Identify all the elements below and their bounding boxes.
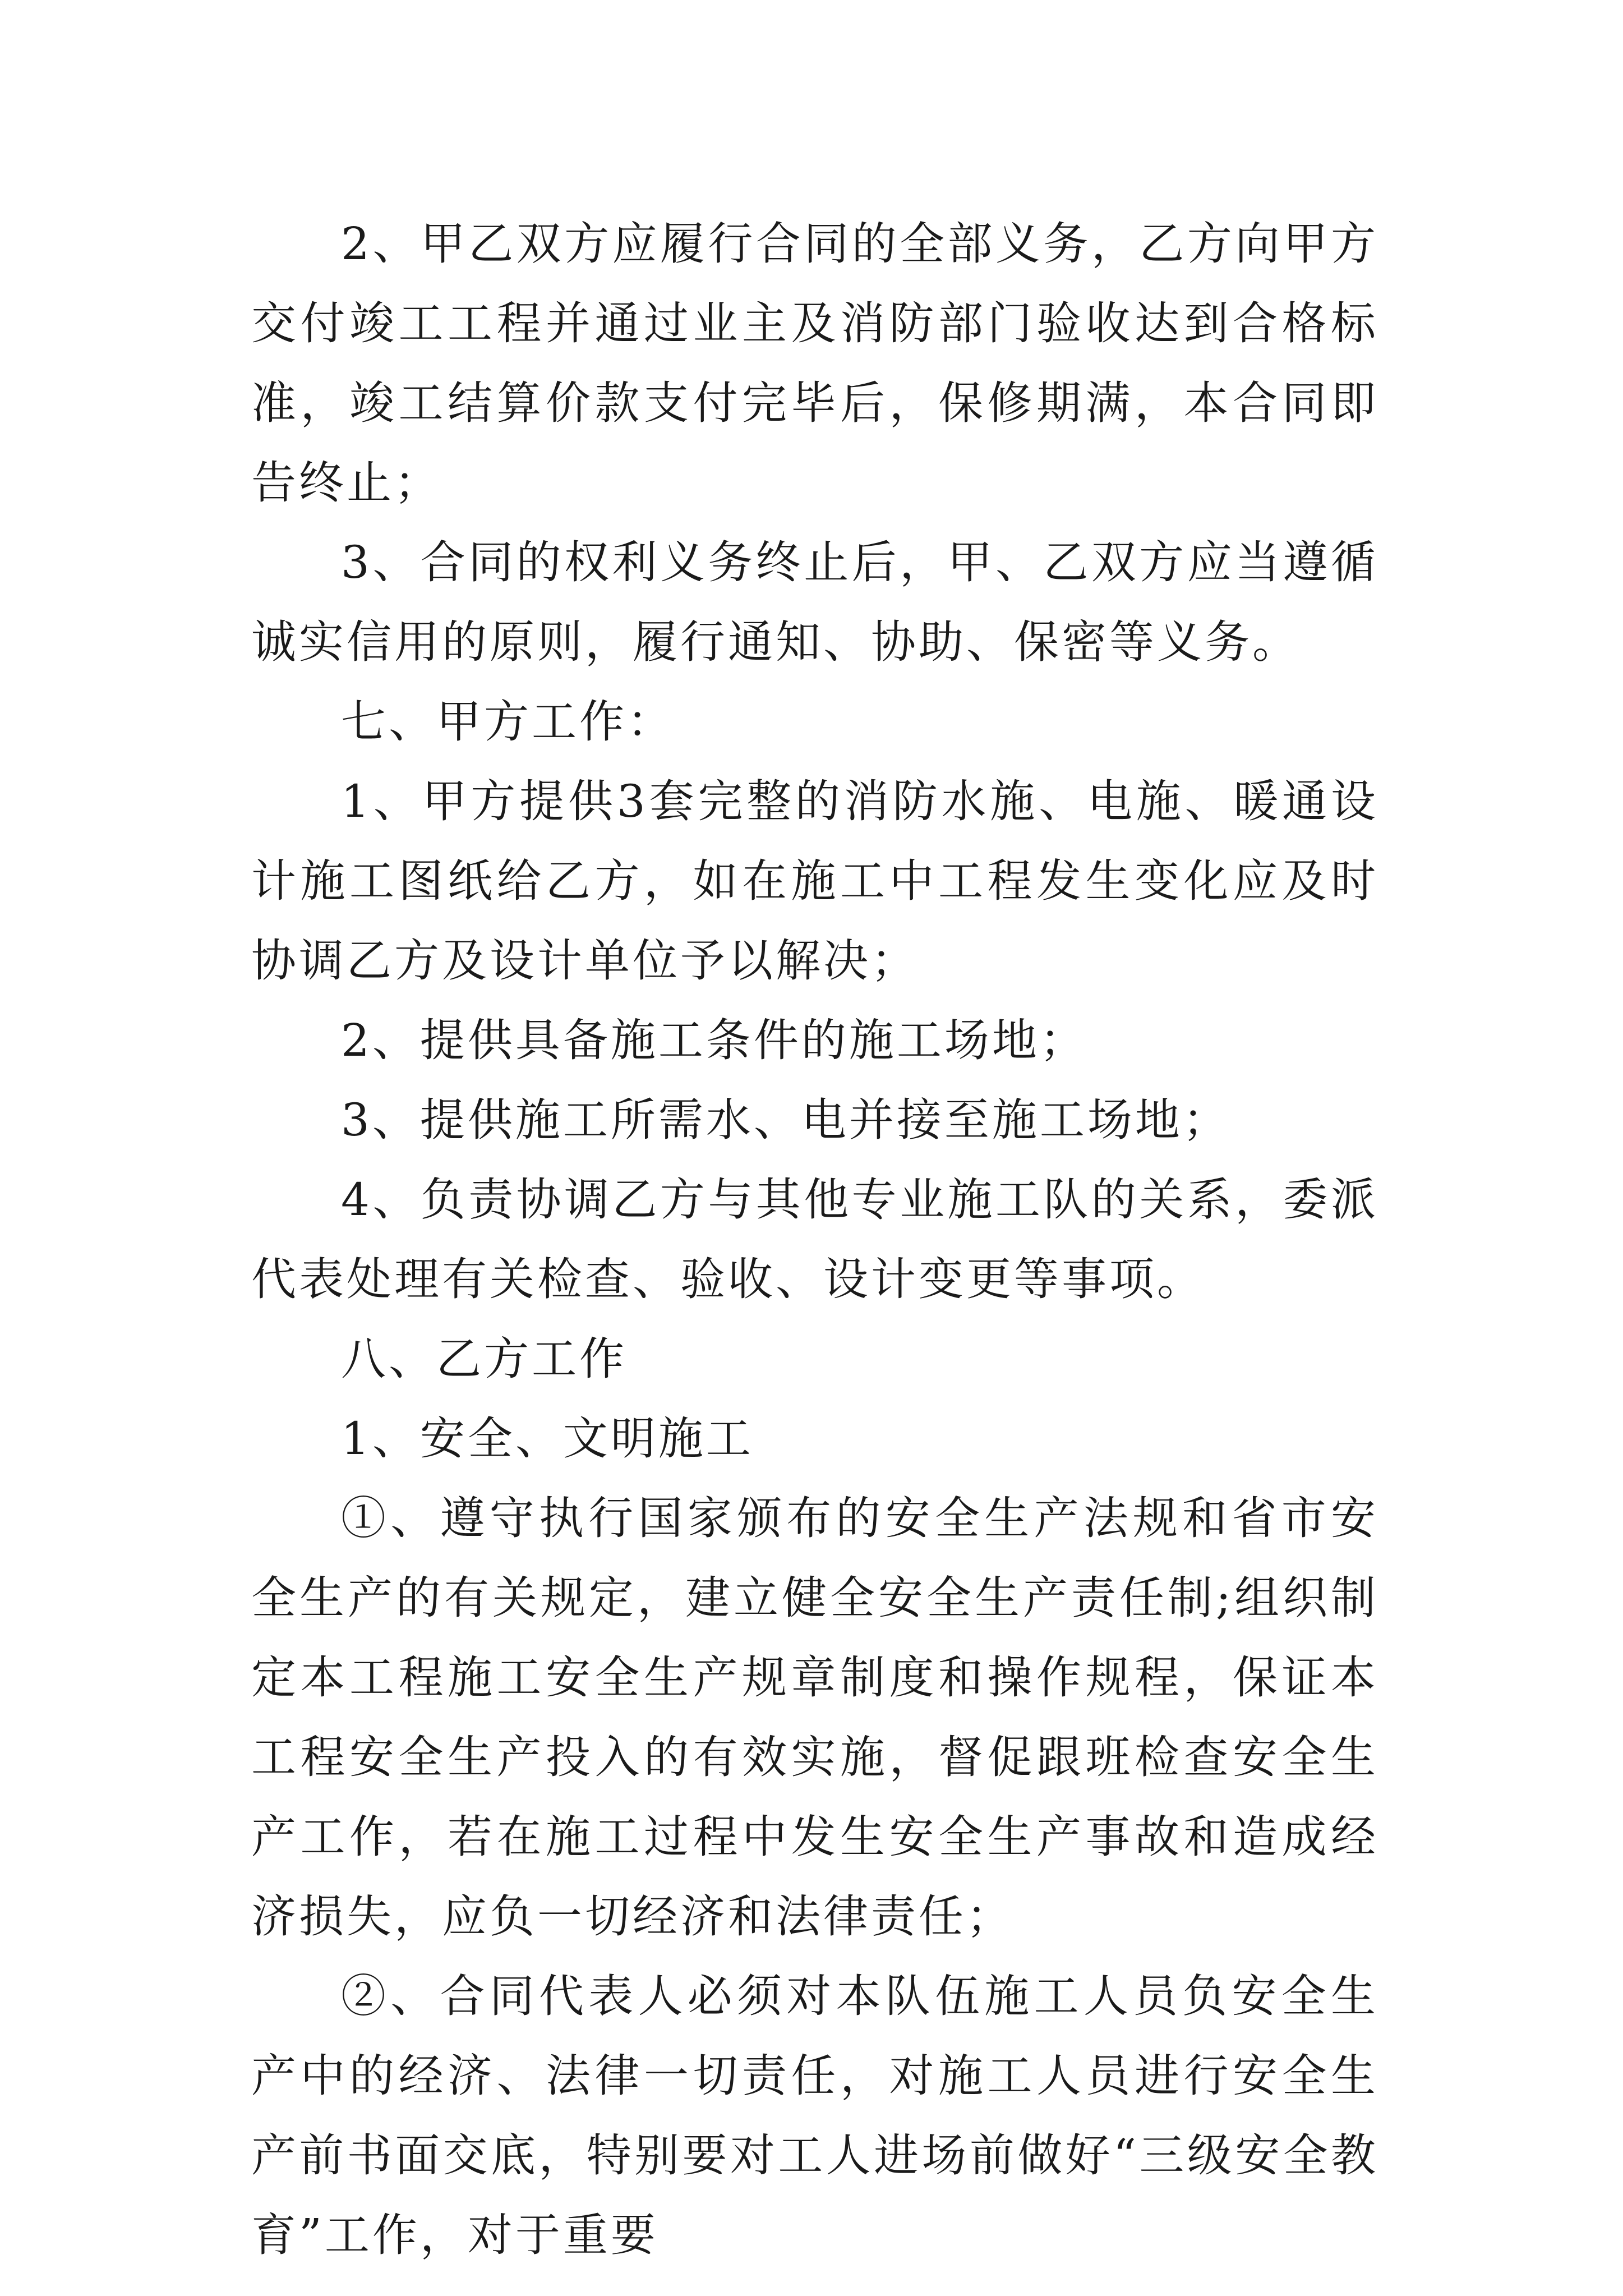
section-heading-party-a-work: 七、甲方工作：: [341, 696, 675, 748]
paragraph-item-2: ②、合同代表人必须对本队伍施工人员负安全生产中的经济、法律一切责任，对施工人员进行安全生产前书面交底，特别要对工人进场前做好“三级安全教育”工作，对于重要: [251, 1970, 1378, 2261]
paragraph-item-1: ①、遵守执行国家颁布的安全生产法规和省市安全生产的有关规定，建立健全安全生产责任制;组织制定本工程施工安全生产规章制度和操作规程，保证本工程安全生产投入的有效实施，督促跟班检查安全生产工作，若在施工过程中发生安全生产事故和造成经济损失，应负一切经济和法律责任；: [251, 1492, 1378, 1943]
paragraph-clause-7-2: 2、提供具备施工条件的施工场地；: [341, 1014, 1087, 1066]
paragraph-clause-7-4: 4、负责协调乙方与其他专业施工队的关系，委派代表处理有关检查、验收、设计变更等事项。: [251, 1174, 1378, 1305]
paragraph-clause-6-3: 3、合同的权利义务终止后，甲、乙双方应当遵循诚实信用的原则，履行通知、协助、保密等义务。: [251, 536, 1378, 668]
paragraph-clause-6-2: 2、甲乙双方应履行合同的全部义务，乙方向甲方交付竣工工程并通过业主及消防部门验收达到合格标准，竣工结算价款支付完毕后，保修期满，本合同即告终止；: [251, 218, 1378, 509]
paragraph-clause-7-3: 3、提供施工所需水、电并接至施工场地；: [341, 1094, 1230, 1146]
document-body: [251, 204, 1378, 2275]
section-heading-party-b-work: 八、乙方工作: [341, 1333, 627, 1385]
paragraph-clause-7-1: 1、甲方提供3套完整的消防水施、电施、暖通设计施工图纸给乙方，如在施工中工程发生变化应及时协调乙方及设计单位予以解决；: [251, 775, 1378, 987]
subheading-safe-construction: 1、安全、文明施工: [341, 1412, 754, 1465]
